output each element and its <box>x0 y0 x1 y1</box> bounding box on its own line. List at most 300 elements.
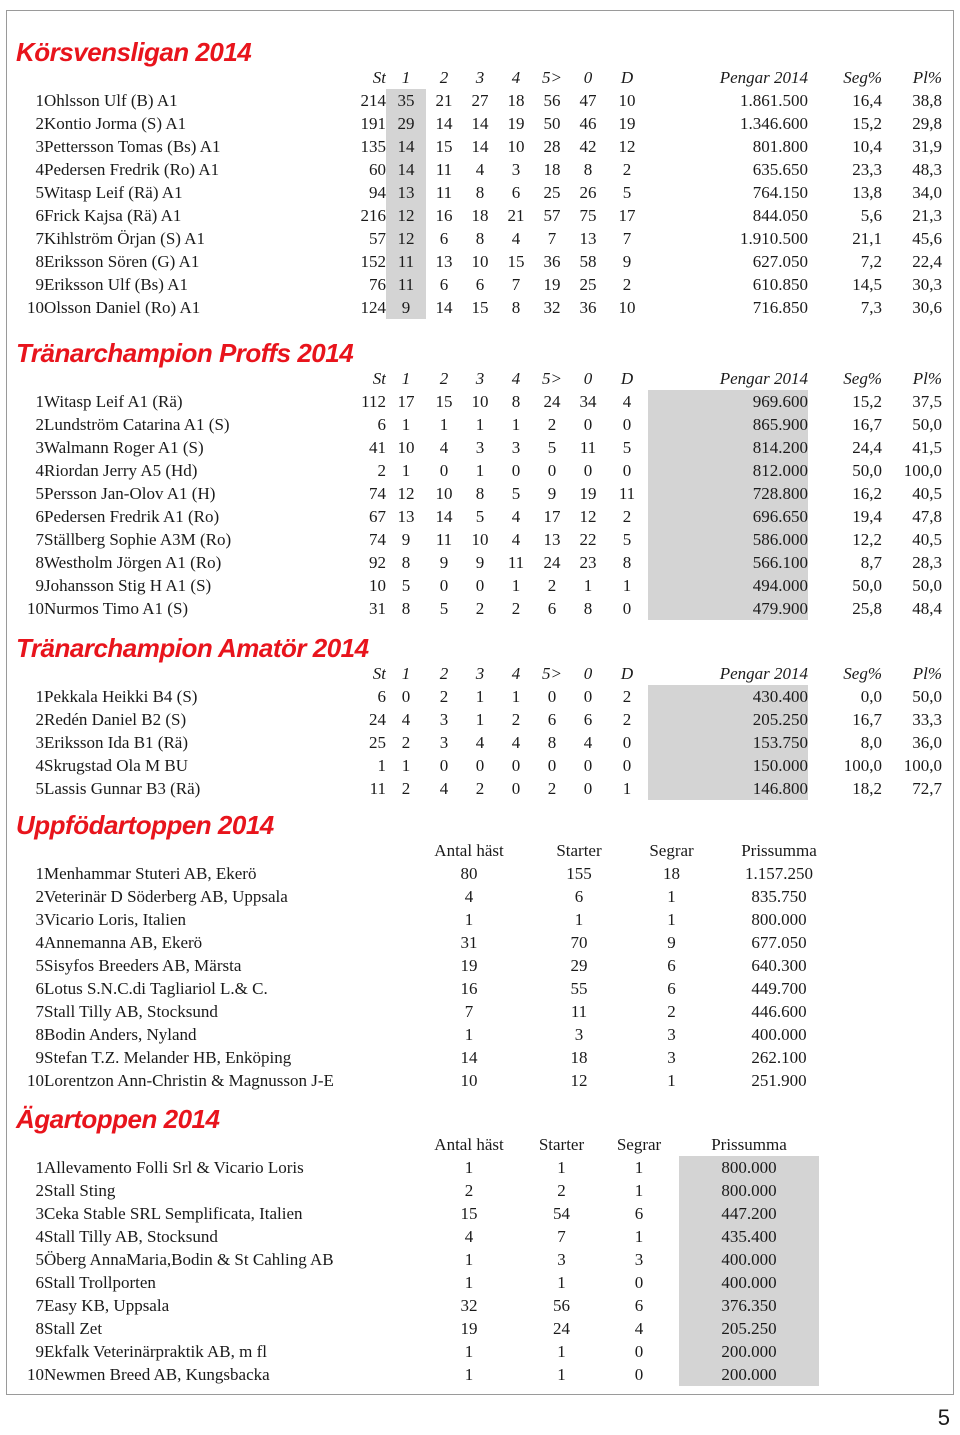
cell-c3: 10 <box>471 530 489 549</box>
page-number: 5 <box>937 1405 950 1430</box>
cell-c3: 14 <box>471 137 489 156</box>
cell-pl: 48,3 <box>912 160 942 179</box>
cell-c3: 10 <box>471 252 489 271</box>
column-header: Segrar <box>616 1135 662 1154</box>
column-header: 5> <box>542 664 562 683</box>
table-row <box>14 1294 819 1317</box>
table-row <box>14 1156 819 1179</box>
cell-segrar: 1 <box>667 887 676 906</box>
cell-c0: 0 <box>583 756 593 775</box>
cell-c5: 7 <box>547 229 557 248</box>
cell-pengar: 494.000 <box>648 574 808 597</box>
cell-c3: 5 <box>475 507 485 526</box>
cell-pl: 40,5 <box>912 484 942 503</box>
cell-pris: 1.157.250 <box>745 864 813 883</box>
cell-seg: 23,3 <box>852 160 882 179</box>
table-row <box>14 908 849 931</box>
cell-st: 74 <box>369 484 386 503</box>
cell-starter: 1 <box>574 910 584 929</box>
cell-cd: 2 <box>622 507 632 526</box>
cell-rank: 2 <box>35 710 44 729</box>
cell-c1: 1 <box>401 415 411 434</box>
cell-rank: 9 <box>35 1342 44 1361</box>
cell-c3: 6 <box>475 275 485 294</box>
cell-c5: 56 <box>543 91 561 110</box>
cell-segrar: 1 <box>634 1181 644 1200</box>
cell-rank: 3 <box>35 733 44 752</box>
uppfodar-table <box>14 839 849 1092</box>
table-row <box>14 1363 819 1386</box>
cell-st: 2 <box>377 461 386 480</box>
cell-c2: 3 <box>439 733 449 752</box>
cell-c3: 15 <box>471 298 489 317</box>
cell-pl: 33,3 <box>912 710 942 729</box>
cell-c4: 1 <box>511 415 521 434</box>
column-header: 4 <box>511 369 521 388</box>
cell-pl: 72,7 <box>912 779 942 798</box>
cell-rank: 1 <box>35 687 44 706</box>
cell-pengar: 627.050 <box>752 252 808 271</box>
header-spacer <box>14 367 44 390</box>
cell-st: 6 <box>377 415 386 434</box>
table-row <box>14 931 849 954</box>
cell-c0: 13 <box>579 229 597 248</box>
cell-cd: 4 <box>622 392 632 411</box>
cell-c0: 25 <box>579 275 597 294</box>
cell-st: 214 <box>360 91 386 110</box>
cell-segrar: 6 <box>634 1204 644 1223</box>
cell-pris: 449.700 <box>751 979 807 998</box>
header-row <box>14 662 942 685</box>
cell-pris: 400.000 <box>679 1248 819 1271</box>
table-row <box>14 273 942 296</box>
cell-segrar: 3 <box>667 1025 676 1044</box>
cell-c1: 29 <box>386 112 426 135</box>
cell-pris: 800.000 <box>679 1156 819 1179</box>
table-row <box>14 1069 849 1092</box>
cell-pl: 50,0 <box>912 687 942 706</box>
cell-c3: 1 <box>475 415 485 434</box>
cell-pengar: 150.000 <box>648 754 808 777</box>
column-header: 3 <box>475 68 485 87</box>
cell-c0: 6 <box>583 710 593 729</box>
cell-c2: 14 <box>435 114 453 133</box>
cell-pl: 30,3 <box>912 275 942 294</box>
cell-rank: 10 <box>27 599 44 618</box>
cell-name: Kontio Jorma (S) A1 <box>44 114 187 133</box>
cell-pengar: 865.900 <box>648 413 808 436</box>
table-row <box>14 528 942 551</box>
cell-seg: 25,8 <box>852 599 882 618</box>
table-row <box>14 158 942 181</box>
cell-c5: 6 <box>547 710 557 729</box>
cell-pl: 45,6 <box>912 229 942 248</box>
cell-rank: 9 <box>35 576 44 595</box>
cell-antal: 4 <box>464 1227 474 1246</box>
cell-st: 25 <box>369 733 386 752</box>
cell-pengar: 153.750 <box>648 731 808 754</box>
table-row <box>14 597 942 620</box>
cell-c0: 8 <box>583 160 593 179</box>
cell-rank: 2 <box>35 1181 44 1200</box>
column-header: 1 <box>401 369 411 388</box>
cell-c0: 4 <box>583 733 593 752</box>
cell-c3: 27 <box>471 91 489 110</box>
cell-seg: 13,8 <box>852 183 882 202</box>
cell-c1: 5 <box>401 576 411 595</box>
cell-name: Stall Sting <box>44 1181 116 1200</box>
column-header: Prissumma <box>741 841 817 860</box>
cell-pris: 200.000 <box>679 1363 819 1386</box>
cell-c0: 1 <box>583 576 593 595</box>
amator-table <box>14 662 942 800</box>
cell-c4: 3 <box>511 160 521 179</box>
cell-c2: 11 <box>435 183 453 202</box>
table-row <box>14 708 942 731</box>
cell-c0: 26 <box>579 183 597 202</box>
cell-pl: 28,3 <box>912 553 942 572</box>
cell-seg: 50,0 <box>852 576 882 595</box>
table-row <box>14 685 942 708</box>
cell-c3: 10 <box>471 392 489 411</box>
cell-c1: 10 <box>397 438 415 457</box>
column-header: 4 <box>511 68 521 87</box>
column-header: Starter <box>538 1135 585 1154</box>
cell-antal: 14 <box>460 1048 478 1067</box>
column-header: Seg% <box>843 68 882 87</box>
cell-c3: 14 <box>471 114 489 133</box>
cell-antal: 1 <box>464 910 474 929</box>
cell-c2: 0 <box>439 461 449 480</box>
column-header: Pl% <box>912 68 942 87</box>
cell-st: 10 <box>369 576 386 595</box>
cell-antal: 4 <box>464 887 474 906</box>
cell-pl: 50,0 <box>912 576 942 595</box>
cell-name: Lundström Catarina A1 (S) <box>44 415 230 434</box>
table-row <box>14 1225 819 1248</box>
cell-st: 112 <box>361 392 386 411</box>
cell-pengar: 716.850 <box>752 298 808 317</box>
cell-name: Newmen Breed AB, Kungsbacka <box>44 1365 270 1384</box>
cell-pris: 376.350 <box>679 1294 819 1317</box>
cell-cd: 2 <box>622 687 632 706</box>
header-row <box>14 367 942 390</box>
cell-c4: 4 <box>511 733 521 752</box>
table-row <box>14 551 942 574</box>
table-row <box>14 436 942 459</box>
cell-c1: 8 <box>401 599 411 618</box>
table-row <box>14 482 942 505</box>
column-header: St <box>372 68 386 87</box>
section-title: Körsvensligan 2014 <box>16 37 252 67</box>
cell-rank: 2 <box>35 114 44 133</box>
section-uppfodar <box>14 811 944 1092</box>
cell-cd: 5 <box>622 530 632 549</box>
cell-starter: 54 <box>553 1204 570 1223</box>
cell-pl: 22,4 <box>912 252 942 271</box>
cell-antal: 1 <box>464 1158 474 1177</box>
cell-antal: 32 <box>460 1296 478 1315</box>
cell-pengar: 764.150 <box>752 183 808 202</box>
cell-pl: 31,9 <box>912 137 942 156</box>
table-row <box>14 574 942 597</box>
column-header: 2 <box>439 68 449 87</box>
cell-pengar: 969.600 <box>648 390 808 413</box>
cell-segrar: 1 <box>634 1158 644 1177</box>
cell-segrar: 6 <box>667 979 676 998</box>
column-header: 0 <box>583 68 593 87</box>
cell-pengar: 728.800 <box>648 482 808 505</box>
cell-antal: 7 <box>464 1002 474 1021</box>
cell-seg: 19,4 <box>852 507 882 526</box>
cell-rank: 4 <box>35 160 44 179</box>
column-header: Seg% <box>843 369 882 388</box>
table-row <box>14 731 942 754</box>
table-row <box>14 1179 819 1202</box>
cell-rank: 10 <box>27 1365 44 1384</box>
cell-pengar: 1.861.500 <box>740 91 808 110</box>
section-title: Tränarchampion Amatör 2014 <box>16 633 369 663</box>
cell-name: Allevamento Folli Srl & Vicario Loris <box>44 1158 304 1177</box>
cell-segrar: 18 <box>663 864 680 883</box>
cell-seg: 100,0 <box>843 756 882 775</box>
cell-pris: 200.000 <box>679 1340 819 1363</box>
cell-cd: 5 <box>622 183 632 202</box>
cell-c2: 0 <box>439 576 449 595</box>
cell-pl: 34,0 <box>912 183 942 202</box>
cell-starter: 1 <box>557 1365 566 1384</box>
cell-st: 41 <box>369 438 386 457</box>
cell-cd: 0 <box>622 756 632 775</box>
column-header: 1 <box>401 664 411 683</box>
cell-name: Nurmos Timo A1 (S) <box>44 599 189 618</box>
cell-rank: 4 <box>35 1227 44 1246</box>
cell-c3: 8 <box>475 183 485 202</box>
cell-name: Öberg AnnaMaria,Bodin & St Cahling AB <box>44 1250 334 1269</box>
cell-name: Ekfalk Veterinärpraktik AB, m fl <box>44 1342 267 1361</box>
cell-seg: 8,7 <box>860 553 882 572</box>
cell-rank: 9 <box>35 275 44 294</box>
cell-name: Redén Daniel B2 (S) <box>44 710 187 729</box>
cell-seg: 21,1 <box>852 229 882 248</box>
cell-name: Olsson Daniel (Ro) A1 <box>44 298 201 317</box>
column-header: 3 <box>475 664 485 683</box>
cell-c4: 18 <box>507 91 525 110</box>
cell-c5: 17 <box>543 507 561 526</box>
cell-name: Bodin Anders, Nyland <box>44 1025 197 1044</box>
cell-c0: 34 <box>579 392 597 411</box>
cell-segrar: 9 <box>667 933 676 952</box>
cell-pl: 37,5 <box>912 392 942 411</box>
cell-c5: 28 <box>543 137 561 156</box>
header-row <box>14 839 849 862</box>
cell-c4: 15 <box>507 252 525 271</box>
cell-c1: 2 <box>401 779 411 798</box>
cell-pl: 47,8 <box>912 507 942 526</box>
cell-name: Sisyfos Breeders AB, Märsta <box>44 956 242 975</box>
cell-seg: 14,5 <box>852 275 882 294</box>
table-row <box>14 1023 849 1046</box>
header-spacer <box>44 839 414 862</box>
section-amator <box>14 634 944 800</box>
cell-st: 24 <box>369 710 386 729</box>
cell-st: 135 <box>360 137 386 156</box>
cell-rank: 6 <box>35 979 44 998</box>
cell-seg: 15,2 <box>852 114 882 133</box>
cell-c5: 32 <box>543 298 561 317</box>
cell-c2: 15 <box>435 137 453 156</box>
cell-name: Vicario Loris, Italien <box>44 910 187 929</box>
cell-segrar: 1 <box>667 910 676 929</box>
cell-pengar: 635.650 <box>752 160 808 179</box>
cell-c1: 0 <box>401 687 411 706</box>
cell-name: Eriksson Ulf (Bs) A1 <box>44 275 189 294</box>
cell-c4: 1 <box>511 687 521 706</box>
cell-name: Kihlström Örjan (S) A1 <box>44 229 206 248</box>
cell-seg: 7,3 <box>860 298 882 317</box>
cell-c2: 1 <box>439 415 449 434</box>
column-header: Pl% <box>912 369 942 388</box>
cell-c5: 2 <box>547 779 557 798</box>
cell-pengar: 844.050 <box>752 206 808 225</box>
table-row <box>14 505 942 528</box>
cell-name: Stall Tilly AB, Stocksund <box>44 1002 218 1021</box>
cell-rank: 5 <box>35 779 44 798</box>
cell-c1: 12 <box>386 204 426 227</box>
cell-c4: 7 <box>511 275 521 294</box>
cell-rank: 3 <box>35 910 44 929</box>
cell-c4: 4 <box>511 530 521 549</box>
cell-pris: 677.050 <box>751 933 807 952</box>
cell-c2: 2 <box>439 687 449 706</box>
cell-c3: 0 <box>475 576 485 595</box>
cell-c2: 11 <box>435 160 453 179</box>
cell-segrar: 1 <box>634 1227 644 1246</box>
cell-cd: 0 <box>622 733 632 752</box>
column-header: 2 <box>439 664 449 683</box>
cell-c2: 6 <box>439 229 449 248</box>
cell-seg: 16,4 <box>852 91 882 110</box>
cell-name: Eriksson Ida B1 (Rä) <box>44 733 189 752</box>
cell-st: 216 <box>360 206 386 225</box>
cell-name: Pedersen Fredrik (Ro) A1 <box>44 160 220 179</box>
cell-name: Lassis Gunnar B3 (Rä) <box>44 779 201 798</box>
cell-cd: 19 <box>618 114 636 133</box>
cell-rank: 3 <box>35 1204 44 1223</box>
cell-c2: 4 <box>439 438 449 457</box>
cell-pl: 48,4 <box>912 599 942 618</box>
cell-c0: 23 <box>579 553 597 572</box>
cell-pl: 38,8 <box>912 91 942 110</box>
cell-name: Ställberg Sophie A3M (Ro) <box>44 530 232 549</box>
cell-starter: 29 <box>570 956 588 975</box>
cell-c5: 0 <box>547 461 557 480</box>
header-row <box>14 1133 819 1156</box>
cell-st: 94 <box>369 183 386 202</box>
cell-c0: 75 <box>579 206 597 225</box>
cell-c3: 9 <box>475 553 485 572</box>
cell-seg: 7,2 <box>860 252 882 271</box>
cell-pengar: 586.000 <box>648 528 808 551</box>
cell-st: 57 <box>369 229 386 248</box>
cell-c2: 16 <box>435 206 453 225</box>
cell-name: Ohlsson Ulf (B) A1 <box>44 91 178 110</box>
cell-c1: 4 <box>401 710 411 729</box>
cell-pris: 205.250 <box>679 1317 819 1340</box>
cell-name: Stefan T.Z. Melander HB, Enköping <box>44 1048 292 1067</box>
cell-rank: 4 <box>35 933 44 952</box>
cell-cd: 0 <box>622 461 632 480</box>
cell-c4: 6 <box>511 183 521 202</box>
cell-rank: 5 <box>35 1250 44 1269</box>
cell-c4: 5 <box>511 484 521 503</box>
cell-name: Westholm Jörgen A1 (Ro) <box>44 553 222 572</box>
cell-starter: 55 <box>570 979 588 998</box>
cell-antal: 15 <box>460 1204 478 1223</box>
table-row <box>14 250 942 273</box>
column-header: D <box>620 369 634 388</box>
cell-st: 31 <box>369 599 386 618</box>
cell-pris: 262.100 <box>751 1048 807 1067</box>
column-header: Starter <box>556 841 602 860</box>
cell-starter: 3 <box>574 1025 584 1044</box>
cell-name: Stall Tilly AB, Stocksund <box>44 1227 218 1246</box>
cell-c4: 19 <box>507 114 525 133</box>
cell-starter: 18 <box>570 1048 588 1067</box>
cell-c2: 10 <box>435 484 453 503</box>
cell-rank: 4 <box>35 756 44 775</box>
cell-c2: 4 <box>439 779 449 798</box>
cell-pris: 435.400 <box>679 1225 819 1248</box>
cell-pengar: 610.850 <box>752 275 808 294</box>
table-row <box>14 89 942 112</box>
cell-rank: 1 <box>35 91 44 110</box>
cell-seg: 16,7 <box>852 415 882 434</box>
cell-name: Pettersson Tomas (Bs) A1 <box>44 137 221 156</box>
cell-pengar: 1.910.500 <box>740 229 808 248</box>
cell-rank: 5 <box>35 956 44 975</box>
header-spacer <box>14 1133 44 1156</box>
cell-st: 74 <box>369 530 386 549</box>
cell-st: 191 <box>360 114 386 133</box>
cell-c1: 1 <box>401 461 411 480</box>
cell-c2: 9 <box>439 553 449 572</box>
cell-rank: 3 <box>35 438 44 457</box>
column-header: 5> <box>542 68 562 87</box>
cell-c1: 14 <box>386 158 426 181</box>
cell-c1: 2 <box>401 733 411 752</box>
cell-name: Stall Trollporten <box>44 1273 156 1292</box>
cell-c1: 12 <box>386 227 426 250</box>
cell-c0: 22 <box>579 530 597 549</box>
table-row <box>14 112 942 135</box>
cell-rank: 9 <box>35 1048 44 1067</box>
cell-segrar: 0 <box>634 1365 644 1384</box>
column-header: Seg% <box>843 664 882 683</box>
cell-c5: 24 <box>543 553 561 572</box>
cell-c1: 9 <box>386 296 426 319</box>
table-row <box>14 227 942 250</box>
cell-rank: 4 <box>35 461 44 480</box>
cell-st: 92 <box>369 553 386 572</box>
column-header: 0 <box>583 369 593 388</box>
cell-c3: 2 <box>475 779 485 798</box>
cell-pl: 100,0 <box>903 461 942 480</box>
column-header: Pengar 2014 <box>719 664 808 683</box>
cell-st: 6 <box>377 687 386 706</box>
cell-c3: 4 <box>475 733 485 752</box>
cell-c2: 5 <box>439 599 449 618</box>
